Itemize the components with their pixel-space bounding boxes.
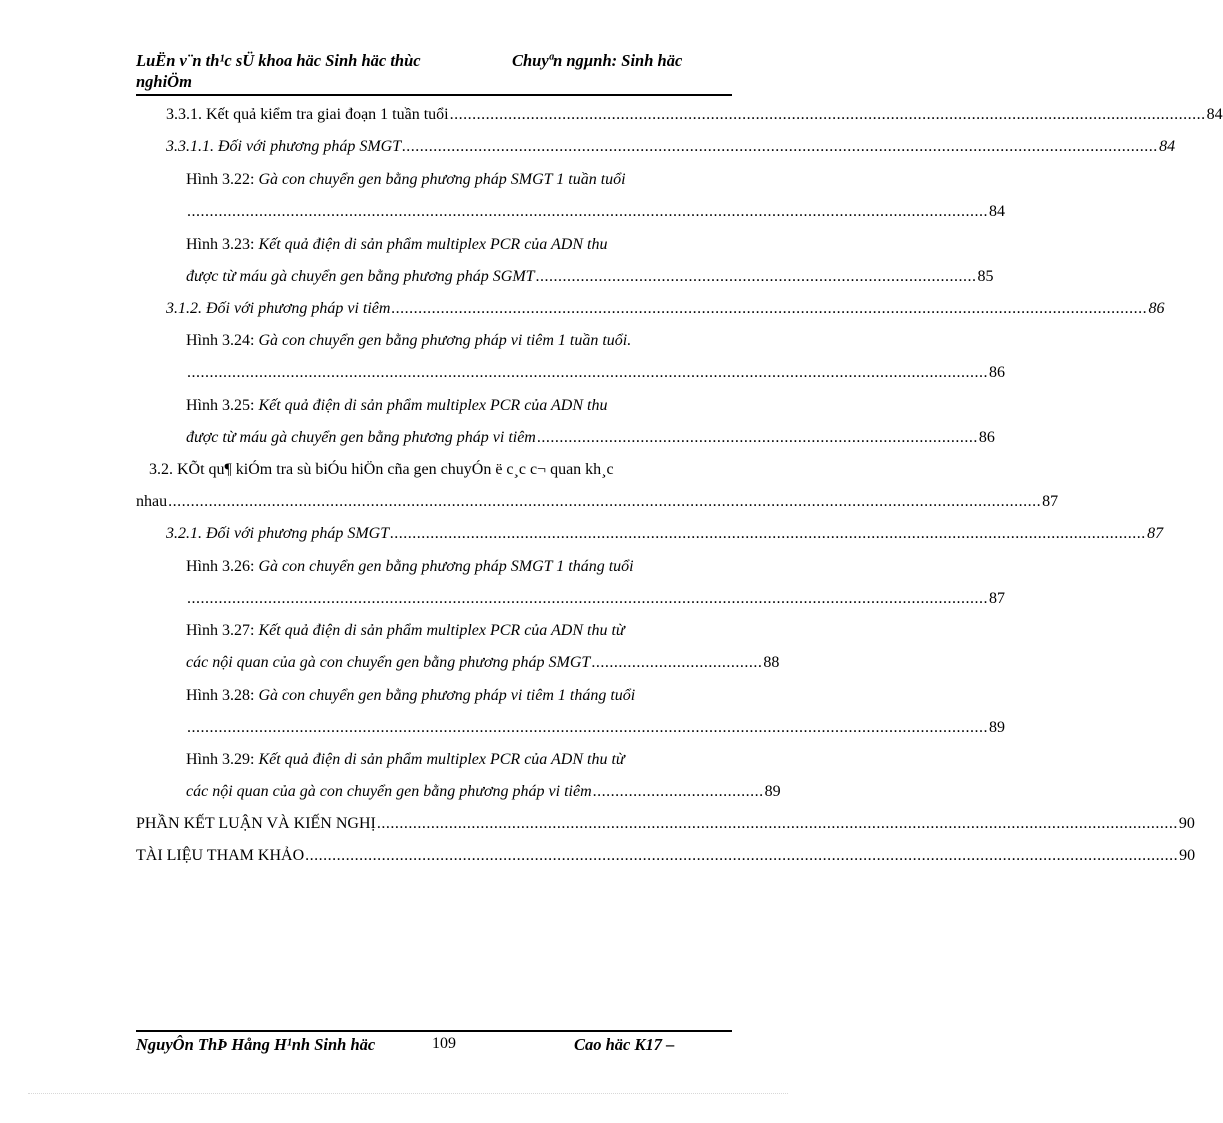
toc-entry-3-3-1	[166, 105, 1223, 125]
toc-figure-3-24	[186, 331, 631, 351]
toc-dot-leader: ......................................	[592, 783, 764, 800]
toc-entry-text: TÀI LIỆU THAM KHẢO	[136, 847, 305, 864]
toc-figure-3-27-cont	[186, 653, 780, 673]
toc-dot-leader: ..................................................................................................................................................................................................	[305, 847, 1179, 864]
toc-entry-text: Kết quả điện di sản phẩm multiplex PCR của ADN thu	[258, 397, 608, 414]
toc-entry-text: 3.3.1. Kết quả kiểm tra giai đoạn 1 tuần tuổi	[166, 106, 449, 123]
toc-figure-label: Hình 3.27:	[186, 622, 255, 639]
toc-page-number: 86	[989, 364, 1005, 381]
toc-entry-text: 3.3.1.1. Đối với phương pháp SMGT	[166, 138, 402, 155]
toc-page-number: 84	[989, 203, 1005, 220]
toc-dot-leader: ..................................................................................................................................................................................................	[168, 493, 1042, 510]
header-rule	[136, 94, 732, 96]
toc-figure-label: Hình 3.23:	[186, 236, 255, 253]
toc-dot-leader: ..................................................................................................	[536, 429, 978, 446]
toc-page-number: 90	[1178, 815, 1195, 832]
footer-author: NguyÔn ThÞ Hång H¹nh Sinh häc	[136, 1035, 376, 1054]
toc-entry-text: Gà con chuyển gen bằng phương pháp SMGT 1 tuần tuổi	[258, 171, 626, 188]
page-bottom-border	[28, 1093, 788, 1094]
toc-figure-3-25	[186, 396, 607, 416]
toc-figure-3-23-cont	[186, 267, 994, 287]
toc-page-number: 89	[989, 719, 1005, 736]
toc-dot-leader: ..................................................................................................	[535, 268, 977, 285]
toc-page-number: 90	[1179, 847, 1196, 864]
toc-figure-label: Hình 3.22:	[186, 171, 255, 188]
toc-page-number: 85	[977, 268, 994, 285]
toc-page-number: 89	[764, 783, 781, 800]
toc-figure-label: Hình 3.29:	[186, 751, 255, 768]
toc-entry-3-2-1	[166, 524, 1164, 544]
toc-figure-3-22-leader	[186, 202, 1005, 222]
toc-dot-leader: ..................................................................................................................................................................................	[187, 364, 988, 381]
toc-entry-text: được từ máu gà chuyển gen bằng phương pháp vi tiêm	[186, 429, 536, 446]
toc-dot-leader: ..................................................................................................................................................................................	[376, 815, 1178, 832]
toc-figure-3-27	[186, 621, 625, 641]
toc-entry-3-2	[149, 460, 614, 480]
toc-entry-text: 3.1.2. Đối với phương pháp vi tiêm	[166, 300, 391, 317]
footer-course: Cao häc K17 –	[574, 1035, 675, 1054]
toc-page-number: 84	[1159, 138, 1176, 155]
toc-page-number: 87	[1042, 493, 1059, 510]
toc-page-number: 86	[978, 429, 995, 446]
toc-figure-3-24-leader	[186, 363, 1005, 383]
toc-dot-leader: ..................................................................................................................................................................................	[187, 719, 988, 736]
toc-figure-label: Hình 3.28:	[186, 687, 255, 704]
toc-entry-text: các nội quan của gà con chuyển gen bằng phương pháp SMGT	[186, 654, 591, 671]
footer-rule	[136, 1030, 732, 1032]
toc-figure-3-28	[186, 686, 635, 706]
toc-entry-text: PHẦN KẾT LUẬN VÀ KIẾN NGHỊ	[136, 815, 376, 832]
toc-dot-leader: ..................................................................................................................................................................................	[187, 203, 988, 220]
toc-page-number: 84	[1206, 106, 1223, 123]
toc-entry-text: Gà con chuyển gen bằng phương pháp vi tiêm 1 tháng tuổi	[258, 687, 636, 704]
toc-dot-leader: ........................................................................................................................................................................	[449, 106, 1206, 123]
toc-figure-3-25-cont	[186, 428, 995, 448]
toc-figure-label: Hình 3.25:	[186, 397, 255, 414]
toc-figure-3-26-leader	[186, 589, 1005, 609]
toc-entry-text: 3.2.1. Đối với phương pháp SMGT	[166, 525, 390, 542]
header-thesis-title: LuËn v¨n th¹c sÜ khoa häc Sinh häc thùc nghiÖm	[136, 51, 421, 91]
toc-entry-text: Kết quả điện di sản phẩm multiplex PCR của ADN thu từ	[258, 751, 625, 768]
toc-figure-3-29-cont	[186, 782, 781, 802]
toc-entry-text: Gà con chuyển gen bằng phương pháp vi tiêm 1 tuần tuổi.	[258, 332, 632, 349]
toc-dot-leader: ........................................................................................................................................................................	[391, 300, 1148, 317]
toc-dot-leader: ........................................................................................................................................................................	[390, 525, 1147, 542]
toc-figure-3-29	[186, 750, 625, 770]
toc-dot-leader: ......................................	[591, 654, 763, 671]
toc-page-number: 86	[1148, 300, 1165, 317]
toc-entry-text: Gà con chuyển gen bằng phương pháp SMGT 1 tháng tuổi	[258, 558, 634, 575]
footer-page-number: 109	[432, 1035, 456, 1052]
toc-entry-text: Kết quả điện di sản phẩm multiplex PCR của ADN thu	[258, 236, 608, 253]
toc-figure-3-22	[186, 170, 626, 190]
toc-entry-text: Kết quả điện di sản phẩm multiplex PCR của ADN thu từ	[258, 622, 625, 639]
toc-page-number: 87	[989, 590, 1005, 607]
toc-entry-conclusion	[136, 814, 1195, 834]
toc-figure-3-26	[186, 557, 634, 577]
toc-figure-label: Hình 3.24:	[186, 332, 255, 349]
toc-entry-text: được từ máu gà chuyển gen bằng phương pháp SGMT	[186, 268, 535, 285]
toc-dot-leader: ..................................................................................................................................................................................	[187, 590, 988, 607]
toc-figure-3-23	[186, 235, 607, 255]
toc-page-number: 87	[1147, 525, 1164, 542]
toc-entry-3-1-2	[166, 299, 1165, 319]
toc-entry-3-3-1-1	[166, 137, 1176, 157]
toc-entry-text: 3.2. KÕt qu¶ kiÓm tra sù biÓu hiÖn cña gen chuyÓn ë c¸c c¬ quan kh¸c	[149, 461, 614, 478]
header-specialization: Chuyªn ngµnh: Sinh häc	[512, 51, 683, 70]
toc-entry-text: nhau	[136, 493, 168, 510]
toc-dot-leader: ........................................................................................................................................................................	[402, 138, 1159, 155]
toc-entry-text: các nội quan của gà con chuyển gen bằng phương pháp vi tiêm	[186, 783, 592, 800]
toc-figure-3-28-leader	[186, 718, 1005, 738]
toc-figure-label: Hình 3.26:	[186, 558, 255, 575]
toc-entry-references	[136, 846, 1196, 866]
toc-page-number: 88	[763, 654, 780, 671]
toc-entry-3-2-cont	[136, 492, 1059, 512]
